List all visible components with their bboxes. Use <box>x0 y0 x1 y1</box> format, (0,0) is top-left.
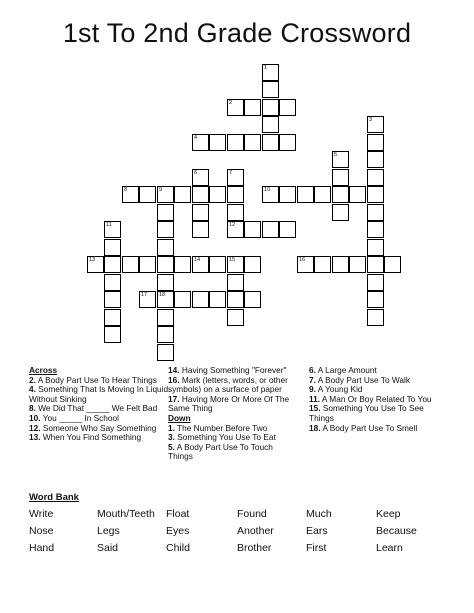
clue-item: 18. A Body Part Use To Smell <box>309 422 418 433</box>
clue-item: 16. Mark (letters, words, or other symbols) on a surface of paper <box>168 374 288 395</box>
crossword-cell[interactable] <box>104 256 121 273</box>
word-bank-word: Much <box>306 508 332 520</box>
crossword-cell[interactable] <box>262 99 279 116</box>
clue-number: 8 <box>124 187 128 193</box>
crossword-cell[interactable] <box>157 326 174 343</box>
crossword-cell[interactable] <box>367 134 384 151</box>
word-bank-word: Write <box>29 508 54 520</box>
clue-number: 13 <box>89 257 96 263</box>
crossword-cell[interactable] <box>367 151 384 168</box>
clue-number: 5 <box>334 152 338 158</box>
crossword-cell[interactable] <box>157 186 174 203</box>
crossword-cell[interactable] <box>297 256 314 273</box>
clue-number: 9 <box>159 187 163 193</box>
clue-item: 3. Something You Use To Eat <box>168 432 276 443</box>
crossword-cell[interactable] <box>174 256 191 273</box>
across-heading: Across <box>29 365 58 375</box>
clue-number: 18 <box>159 292 166 298</box>
crossword-cell[interactable] <box>104 239 121 256</box>
crossword-cell[interactable] <box>139 186 156 203</box>
clue-item: 11. A Man Or Boy Related To You <box>309 393 432 404</box>
crossword-cell[interactable] <box>139 256 156 273</box>
crossword-cell[interactable] <box>244 256 261 273</box>
crossword-cell[interactable] <box>244 134 261 151</box>
crossword-cell[interactable] <box>227 204 244 221</box>
crossword-cell[interactable] <box>332 256 349 273</box>
clue-item: 4. Something That Is Moving In Liquid Without Sinking <box>29 384 169 404</box>
page-title: 1st To 2nd Grade Crossword <box>62 18 412 48</box>
word-bank-word: Another <box>237 525 274 537</box>
crossword-cell[interactable] <box>157 221 174 238</box>
crossword-cell[interactable] <box>332 151 349 168</box>
clue-number: 10 <box>264 187 271 193</box>
word-bank-word: Ears <box>306 525 328 537</box>
word-bank-word: Found <box>237 508 267 520</box>
crossword-cell[interactable] <box>174 186 191 203</box>
crossword-cell[interactable] <box>227 186 244 203</box>
word-bank-word: Legs <box>97 525 120 537</box>
word-bank-word: Nose <box>29 525 54 537</box>
crossword-cell[interactable] <box>262 116 279 133</box>
clue-number: 3 <box>369 117 373 123</box>
clue-item: 7. A Body Part Use To Walk <box>309 374 410 385</box>
crossword-cell[interactable] <box>192 256 209 273</box>
clue-item: 8. We Did That _____ We Felt Bad <box>29 403 158 414</box>
crossword-cell[interactable] <box>367 309 384 326</box>
crossword-cell[interactable] <box>367 291 384 308</box>
word-bank-word: Brother <box>237 542 272 554</box>
crossword-cell[interactable] <box>367 239 384 256</box>
crossword-cell[interactable] <box>384 256 401 273</box>
word-bank-word: Hand <box>29 542 55 554</box>
crossword-cell[interactable] <box>209 291 226 308</box>
crossword-cell[interactable] <box>192 291 209 308</box>
crossword-cell[interactable] <box>157 274 174 291</box>
crossword-cell[interactable] <box>174 291 191 308</box>
word-bank-heading: Word Bank <box>29 492 79 503</box>
crossword-cell[interactable] <box>192 221 209 238</box>
crossword-cell[interactable] <box>279 134 296 151</box>
crossword-cell[interactable] <box>349 256 366 273</box>
clue-item: 15. Something You Use To See Things <box>309 403 424 423</box>
crossword-cell[interactable] <box>367 186 384 203</box>
crossword-cell[interactable] <box>122 256 139 273</box>
crossword-cell[interactable] <box>349 186 366 203</box>
crossword-cell[interactable] <box>192 204 209 221</box>
crossword-cell[interactable] <box>367 256 384 273</box>
clue-item: 9. A Young Kid <box>309 384 363 395</box>
down-list <box>168 424 298 462</box>
crossword-cell[interactable] <box>227 274 244 291</box>
crossword-cell[interactable] <box>244 221 261 238</box>
word-bank-word: Mouth/Teeth <box>97 508 155 520</box>
clue-item: 14. Having Something "Forever" <box>168 365 287 375</box>
word-bank-word: Eyes <box>166 525 190 537</box>
crossword-cell[interactable] <box>87 256 104 273</box>
down-clues-continued <box>309 366 449 433</box>
clue-number: 16 <box>299 257 306 263</box>
clue-number: 7 <box>229 170 233 176</box>
clue-number: 1 <box>264 65 268 71</box>
crossword-cell[interactable] <box>314 186 331 203</box>
crossword-cell[interactable] <box>139 291 156 308</box>
word-bank-word: Learn <box>376 542 403 554</box>
clue-item: 5. A Body Part Use To Touch Things <box>168 441 273 462</box>
clue-item: 13. When You Find Something <box>29 432 142 443</box>
crossword-cell[interactable] <box>157 309 174 326</box>
crossword-cell[interactable] <box>157 239 174 256</box>
crossword-cell[interactable] <box>262 221 279 238</box>
crossword-cell[interactable] <box>157 344 174 361</box>
middle-clues <box>168 366 298 462</box>
clue-item: 2. A Body Part Use To Hear Things <box>29 374 157 385</box>
crossword-cell[interactable] <box>262 134 279 151</box>
crossword-cell[interactable] <box>104 326 121 343</box>
word-bank-word: Because <box>376 525 417 537</box>
crossword-cell[interactable] <box>244 291 261 308</box>
crossword-cell[interactable] <box>209 186 226 203</box>
crossword-cell[interactable] <box>262 186 279 203</box>
crossword-cell[interactable] <box>279 221 296 238</box>
crossword-cell[interactable] <box>279 186 296 203</box>
crossword-cell[interactable] <box>367 169 384 186</box>
crossword-cell[interactable] <box>262 64 279 81</box>
crossword-cell[interactable] <box>367 116 384 133</box>
crossword-cell[interactable] <box>332 169 349 186</box>
word-bank-word: Said <box>97 542 119 554</box>
crossword-cell[interactable] <box>227 309 244 326</box>
crossword-cell[interactable] <box>192 169 209 186</box>
clue-number: 12 <box>229 222 236 228</box>
crossword-cell[interactable] <box>367 204 384 221</box>
clue-item: 12. Someone Who Say Something <box>29 422 157 433</box>
crossword-cell[interactable] <box>332 204 349 221</box>
crossword-cell[interactable] <box>227 221 244 238</box>
word-bank-word: Child <box>166 542 190 554</box>
crossword-cell[interactable] <box>279 99 296 116</box>
crossword-cell[interactable] <box>122 186 139 203</box>
crossword-cell[interactable] <box>104 291 121 308</box>
clue-number: 6 <box>194 170 198 176</box>
crossword-cell[interactable] <box>332 186 349 203</box>
crossword-cell[interactable] <box>244 99 261 116</box>
crossword-cell[interactable] <box>157 291 174 308</box>
crossword-cell[interactable] <box>367 274 384 291</box>
clue-item: 10. You _____ In School <box>29 412 119 423</box>
across-clues <box>29 366 169 443</box>
crossword-cell[interactable] <box>314 256 331 273</box>
crossword-cell[interactable] <box>227 291 244 308</box>
crossword-cell[interactable] <box>192 186 209 203</box>
down-heading: Down <box>168 412 191 423</box>
clue-number: 14 <box>194 257 201 263</box>
word-bank-word: Keep <box>376 508 401 520</box>
clue-item: 17. Having More Or More Of The Same Thing <box>168 393 290 414</box>
crossword-cell[interactable] <box>157 256 174 273</box>
crossword-cell[interactable] <box>209 134 226 151</box>
word-bank-word: Float <box>166 508 190 520</box>
clue-item: 1. The Number Before Two <box>168 422 268 433</box>
crossword-cell[interactable] <box>227 169 244 186</box>
clue-number: 17 <box>141 292 148 298</box>
word-bank-word: First <box>306 542 327 554</box>
crossword-cell[interactable] <box>104 221 121 238</box>
crossword-cell[interactable] <box>192 134 209 151</box>
across-list <box>29 376 169 443</box>
clue-number: 15 <box>229 257 236 263</box>
clue-number: 4 <box>194 135 198 141</box>
crossword-cell[interactable] <box>297 186 314 203</box>
crossword-cell[interactable] <box>227 99 244 116</box>
crossword-cell[interactable] <box>227 256 244 273</box>
clue-number: 11 <box>106 222 112 228</box>
crossword-cell[interactable] <box>367 221 384 238</box>
crossword-cell[interactable] <box>104 274 121 291</box>
down-list-continued <box>309 366 449 433</box>
clue-number: 2 <box>229 100 233 106</box>
crossword-cell[interactable] <box>227 134 244 151</box>
clue-item: 6. A Large Amount <box>309 365 377 375</box>
crossword-cell[interactable] <box>209 256 226 273</box>
crossword-cell[interactable] <box>104 309 121 326</box>
crossword-cell[interactable] <box>157 204 174 221</box>
across-list-continued <box>168 366 298 414</box>
crossword-cell[interactable] <box>262 81 279 98</box>
